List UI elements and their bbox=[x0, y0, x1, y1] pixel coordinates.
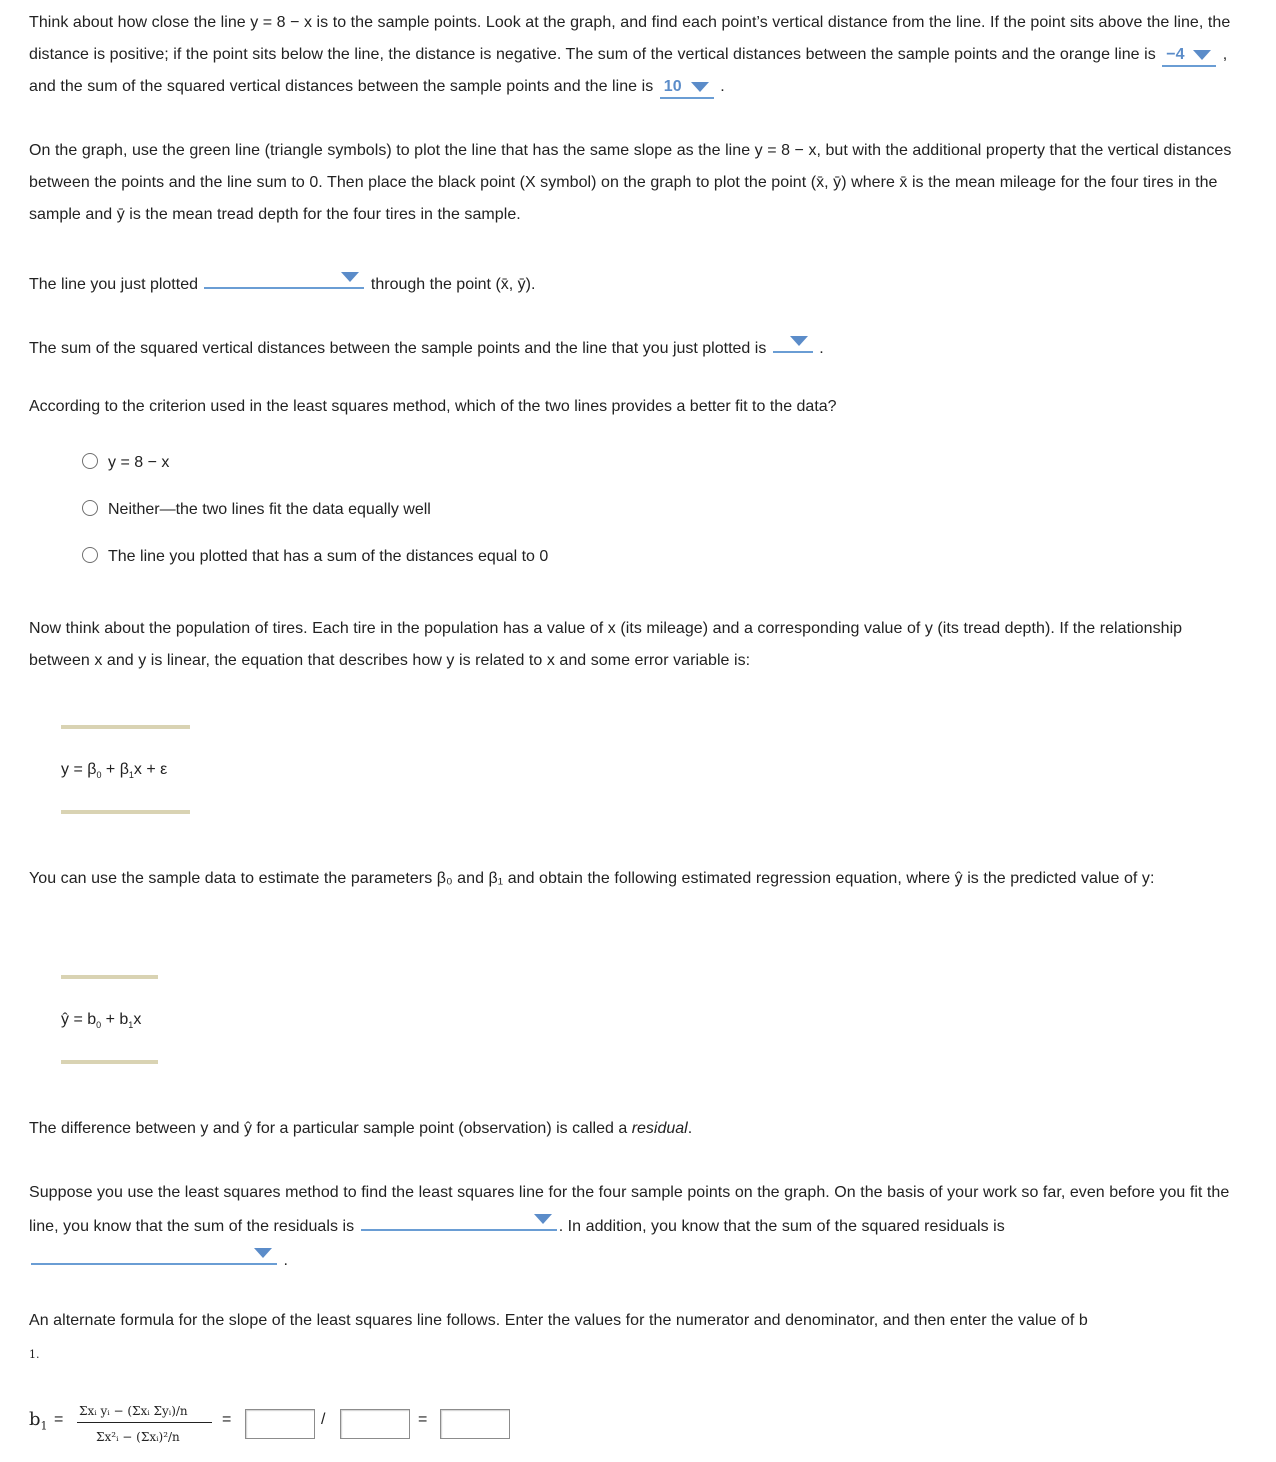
eq2-rhs: x bbox=[133, 1011, 142, 1028]
radio-button[interactable] bbox=[82, 453, 98, 469]
eq2-sub1: 1 bbox=[128, 1020, 134, 1030]
sum-residuals-dropdown[interactable] bbox=[361, 1209, 557, 1231]
line-through-mean-dropdown[interactable] bbox=[204, 267, 364, 289]
plotted-line-squared-sentence bbox=[29, 331, 824, 361]
eq1-rhs: x + ε bbox=[133, 761, 168, 778]
chevron-down-icon bbox=[790, 336, 808, 346]
formula-denominator: Σx²ᵢ − (Σxᵢ)²/n bbox=[96, 1430, 180, 1444]
better-fit-question: According to the criterion used in the least squares method, which of the two lines provides a better fit to the data? bbox=[29, 398, 837, 415]
formula-equals-3: = bbox=[418, 1411, 428, 1428]
b1-sub: 1 bbox=[40, 1419, 48, 1433]
residuals-text-c: . bbox=[283, 1252, 288, 1269]
residuals-text-b: . In addition, you know that the sum of the squared residuals is bbox=[558, 1218, 1005, 1235]
residuals-paragraph bbox=[29, 1177, 1247, 1277]
option-plotted-line[interactable] bbox=[82, 545, 548, 569]
fraction-bar bbox=[77, 1422, 212, 1423]
option-label: Neither—the two lines fit the data equally well bbox=[108, 501, 431, 518]
chevron-down-icon bbox=[254, 1248, 272, 1258]
line-through-mean-sentence bbox=[29, 267, 535, 297]
population-regression-equation bbox=[61, 761, 167, 780]
denominator-input[interactable] bbox=[340, 1409, 410, 1439]
eq2-lhs: ŷ = b bbox=[61, 1011, 97, 1028]
population-paragraph: Now think about the population of tires. Each tire in the population has a value of x (its mileage) and a corresponding value of y (its tread depth). If the relationship between x and y is linear, the equation that describes how y is related to x and some error variable is: bbox=[29, 620, 1183, 669]
formula-equals-2: = bbox=[222, 1411, 232, 1428]
residual-definition bbox=[29, 1117, 692, 1141]
residual-text-b: . bbox=[687, 1120, 693, 1137]
distance-text-c: . bbox=[720, 78, 725, 95]
eq1-mid: + β bbox=[101, 761, 129, 778]
line-through-text-b: through the point (x̄, ȳ). bbox=[370, 276, 536, 293]
plotted-line-squared-dropdown[interactable] bbox=[773, 331, 813, 353]
option-line-y-equals-8-minus-x[interactable] bbox=[82, 451, 169, 475]
distance-paragraph bbox=[29, 7, 1247, 103]
estimated-regression-equation bbox=[61, 1011, 141, 1030]
b1-label bbox=[29, 1409, 48, 1433]
formula-numerator: Σxᵢ yᵢ − (Σxᵢ Σyᵢ)/n bbox=[79, 1404, 188, 1418]
b1-sub-continuation bbox=[29, 1348, 40, 1361]
eq1-sub1: 1 bbox=[128, 770, 134, 780]
residuals-text-a: Suppose you use the least squares method to find the least squares line for the four sample points on the graph. On the basis of your work so far, even before you fit the line, you know that the sum of the residuals is bbox=[29, 1184, 1230, 1235]
equation2-top-rule bbox=[61, 975, 158, 979]
option-label: y = 8 − x bbox=[108, 454, 170, 471]
distance-text-b: , and the sum of the squared vertical distances between the sample points and the line is bbox=[29, 46, 1228, 95]
option-neither[interactable] bbox=[82, 498, 431, 522]
b1-letter: b bbox=[29, 1409, 41, 1430]
eq2-sub0: 0 bbox=[96, 1020, 102, 1030]
formula-equals: = bbox=[54, 1411, 64, 1428]
residual-text-a: The difference between y and ŷ for a particular sample point (observation) is called a bbox=[29, 1120, 628, 1137]
alternate-formula-paragraph bbox=[29, 1305, 1247, 1337]
chevron-down-icon bbox=[691, 82, 709, 92]
eq2-mid: + b bbox=[101, 1011, 129, 1028]
distance-text-a: Think about how close the line y = 8 − x is to the sample points. Look at the graph, and find each point’s vertical distance from the line. If the point sits above the line, the distance is positive; if the point sits below the line, the distance is negative. The sum of the vertical distances between the sample points and the orange line is bbox=[29, 14, 1231, 63]
line-through-text-a: The line you just plotted bbox=[29, 276, 198, 293]
option-label: The line you plotted that has a sum of the distances equal to 0 bbox=[108, 548, 549, 565]
division-slash: / bbox=[321, 1411, 326, 1428]
alternate-formula-text: An alternate formula for the slope of the least squares line follows. Enter the values for the numerator and denominator, and then enter the value of b bbox=[29, 1312, 1088, 1329]
plotted-squared-text-a: The sum of the squared vertical distances between the sample points and the line that you just plotted is bbox=[29, 340, 767, 357]
equation-bottom-rule bbox=[61, 810, 190, 814]
b-tail: . bbox=[36, 1348, 40, 1361]
sum-squared-residuals-dropdown[interactable] bbox=[31, 1243, 277, 1265]
chevron-down-icon bbox=[341, 272, 359, 282]
chevron-down-icon bbox=[534, 1214, 552, 1224]
plotted-squared-text-b: . bbox=[819, 340, 824, 357]
numerator-input[interactable] bbox=[245, 1409, 315, 1439]
sum-squared-distances-value: 10 bbox=[663, 78, 682, 95]
chevron-down-icon bbox=[1193, 50, 1211, 60]
sum-distances-value: −4 bbox=[1166, 46, 1185, 63]
radio-button[interactable] bbox=[82, 547, 98, 563]
eq1-sub0: 0 bbox=[96, 770, 102, 780]
equation-top-rule bbox=[61, 725, 190, 729]
radio-button[interactable] bbox=[82, 500, 98, 516]
plot-instructions-paragraph: On the graph, use the green line (triangle symbols) to plot the line that has the same slope as the line y = 8 − x, but with the additional property that the vertical distances between the points and the line sum to 0. Then place the black point (X symbol) on the graph to plot the point (x̄, ȳ) where x̄ is the mean mileage for the four tires in the sample and ȳ is the mean tread depth for the four tires in the sample. bbox=[29, 142, 1232, 223]
estimate-paragraph: You can use the sample data to estimate the parameters β₀ and β₁ and obtain the following estimated regression equation, where ŷ is the predicted value of y: bbox=[29, 870, 1155, 887]
sum-squared-distances-dropdown[interactable] bbox=[660, 77, 714, 99]
residual-term: residual bbox=[631, 1120, 688, 1137]
sum-distances-dropdown[interactable] bbox=[1162, 45, 1216, 67]
b1-value-input[interactable] bbox=[440, 1409, 510, 1439]
eq1-lhs: y = β bbox=[61, 761, 97, 778]
b-subscript: 1 bbox=[29, 1348, 36, 1361]
equation2-bottom-rule bbox=[61, 1060, 158, 1064]
